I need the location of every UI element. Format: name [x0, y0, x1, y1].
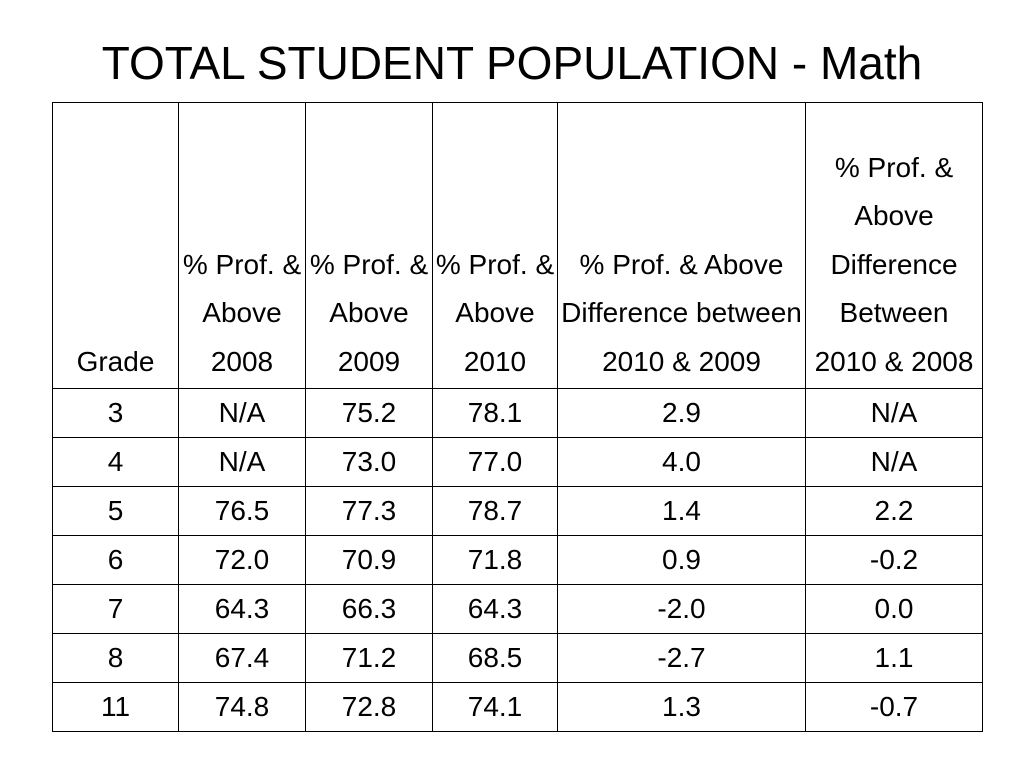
- cell-grade: 11: [53, 683, 179, 732]
- cell-diff-2010-2008: -0.2: [806, 536, 983, 585]
- cell-prof-2008: N/A: [179, 438, 306, 487]
- table-header-row: [53, 103, 983, 389]
- math-proficiency-table: [52, 102, 983, 732]
- cell-diff-2010-2008: N/A: [806, 438, 983, 487]
- cell-prof-2009: 71.2: [306, 634, 433, 683]
- table-row: [53, 634, 983, 683]
- cell-prof-2009: 72.8: [306, 683, 433, 732]
- cell-prof-2010: 71.8: [433, 536, 558, 585]
- cell-diff-2010-2009: 1.4: [558, 487, 806, 536]
- cell-prof-2009: 66.3: [306, 585, 433, 634]
- cell-prof-2008: 64.3: [179, 585, 306, 634]
- header-prof-2010: % Prof. & Above 2010: [433, 103, 558, 389]
- table-row: [53, 585, 983, 634]
- cell-prof-2008: 76.5: [179, 487, 306, 536]
- cell-prof-2008: 67.4: [179, 634, 306, 683]
- cell-prof-2010: 78.7: [433, 487, 558, 536]
- cell-diff-2010-2008: N/A: [806, 389, 983, 438]
- header-grade: Grade: [53, 103, 179, 389]
- cell-prof-2010: 77.0: [433, 438, 558, 487]
- cell-diff-2010-2008: 0.0: [806, 585, 983, 634]
- table-row: [53, 389, 983, 438]
- cell-diff-2010-2009: -2.0: [558, 585, 806, 634]
- cell-diff-2010-2009: 1.3: [558, 683, 806, 732]
- cell-grade: 7: [53, 585, 179, 634]
- cell-diff-2010-2008: -0.7: [806, 683, 983, 732]
- table-row: [53, 487, 983, 536]
- cell-grade: 3: [53, 389, 179, 438]
- slide-title: TOTAL STUDENT POPULATION - Math: [101, 37, 923, 89]
- cell-grade: 5: [53, 487, 179, 536]
- cell-diff-2010-2009: 2.9: [558, 389, 806, 438]
- cell-prof-2009: 75.2: [306, 389, 433, 438]
- cell-prof-2010: 74.1: [433, 683, 558, 732]
- cell-prof-2008: N/A: [179, 389, 306, 438]
- cell-prof-2010: 64.3: [433, 585, 558, 634]
- cell-diff-2010-2009: 4.0: [558, 438, 806, 487]
- cell-prof-2008: 74.8: [179, 683, 306, 732]
- cell-prof-2009: 70.9: [306, 536, 433, 585]
- cell-diff-2010-2008: 2.2: [806, 487, 983, 536]
- cell-prof-2009: 73.0: [306, 438, 433, 487]
- table-row: [53, 536, 983, 585]
- cell-prof-2008: 72.0: [179, 536, 306, 585]
- table-row: [53, 438, 983, 487]
- cell-prof-2010: 78.1: [433, 389, 558, 438]
- cell-grade: 4: [53, 438, 179, 487]
- table-row: [53, 683, 983, 732]
- cell-grade: 8: [53, 634, 179, 683]
- cell-diff-2010-2008: 1.1: [806, 634, 983, 683]
- header-diff-2010-2009: % Prof. & Above Difference between 2010 & 2009: [558, 103, 806, 389]
- header-prof-2008: % Prof. & Above 2008: [179, 103, 306, 389]
- cell-grade: 6: [53, 536, 179, 585]
- cell-prof-2009: 77.3: [306, 487, 433, 536]
- cell-diff-2010-2009: -2.7: [558, 634, 806, 683]
- cell-prof-2010: 68.5: [433, 634, 558, 683]
- cell-diff-2010-2009: 0.9: [558, 536, 806, 585]
- header-diff-2010-2008: % Prof. & Above Difference Between 2010 & 2008: [806, 103, 983, 389]
- header-prof-2009: % Prof. & Above 2009: [306, 103, 433, 389]
